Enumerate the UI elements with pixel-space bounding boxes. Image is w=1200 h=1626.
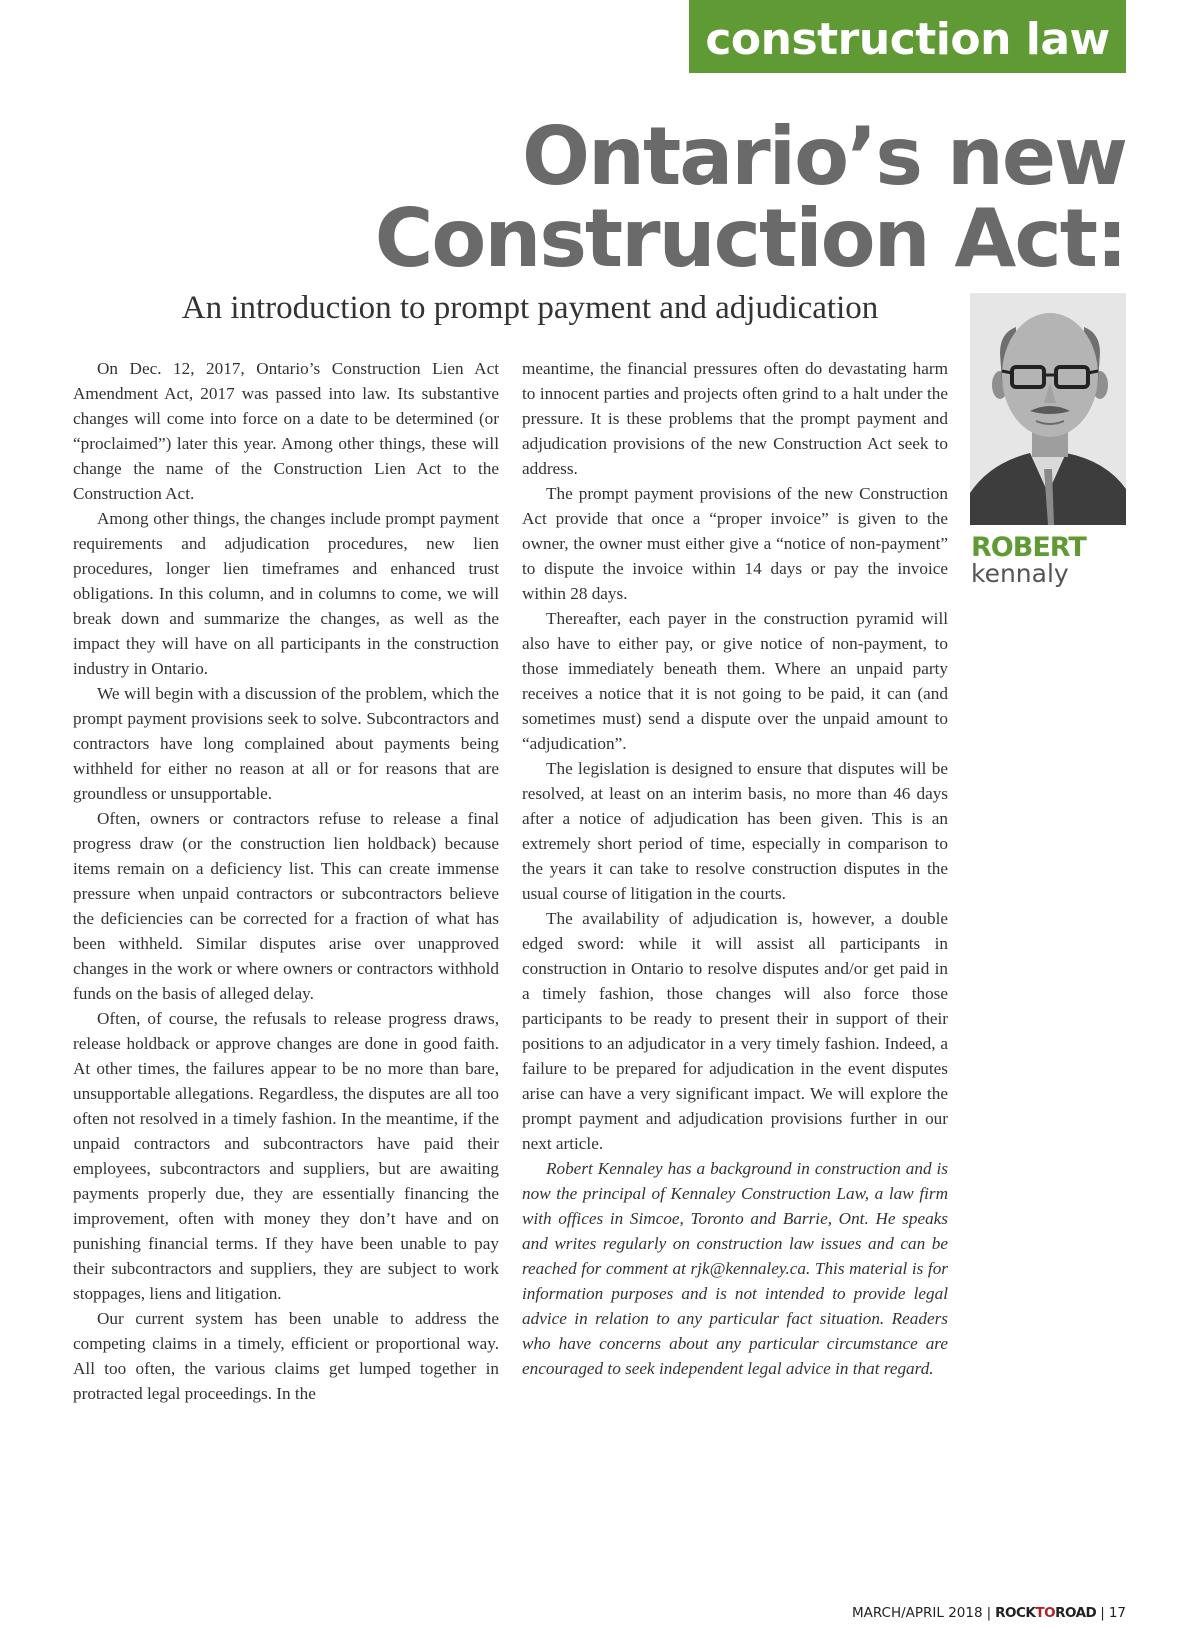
- footer-separator: |: [1100, 1605, 1105, 1621]
- paragraph: meantime, the financial pressures often do devastating harm to innocent parties and projects often grind to a halt under the pressure. It is these problems that the prompt payment and adjudication provisions of the new Construction Act seek to address.: [522, 359, 948, 478]
- issue-date: MARCH/APRIL 2018: [851, 1605, 983, 1621]
- paragraph: Thereafter, each payer in the construction pyramid will also have to either pay, or give notice of non-payment, to those immediately beneath them. Where an unpaid party receives a notice that it is not going to be paid, it can (and sometimes must) send a dispute over the unpaid amount to “adjudication”.: [522, 609, 948, 753]
- paragraph: We will begin with a discussion of the problem, which the prompt payment provisions seek to solve. Subcontractors and contractors have long complained about payments being withheld for either no reason at all or for reasons that are groundless or unsupportable.: [73, 684, 499, 803]
- footer-separator: |: [986, 1605, 992, 1621]
- author-photo: [970, 293, 1126, 525]
- author-first-name: ROBERT: [971, 532, 1086, 563]
- article-column-right: [522, 356, 948, 1381]
- magazine-name-accent: TO: [1035, 1605, 1056, 1621]
- page-footer: [852, 1605, 1126, 1621]
- magazine-name-part: ROCK: [995, 1605, 1036, 1621]
- headline: [374, 110, 1126, 285]
- section-tag: construction law: [689, 0, 1126, 73]
- paragraph: The availability of adjudication is, however, a double edged sword: while it will assist all participants in construction in Ontario to resolve disputes and/or get paid in a timely fashion, those changes will also force those participants to be ready to present their in support of their positions to an adjudicator in a very timely fashion. Indeed, a failure to be prepared for adjudication in the event disputes arise can have a very significant impact. We will explore the prompt payment and adjudication provisions further in our next article.: [522, 909, 948, 1153]
- paragraph: Our current system has been unable to address the competing claims in a timely, efficient or proportional way. All too often, the various claims get lumped together in protracted legal proceedings. In the: [73, 1309, 499, 1403]
- author-last-name: kennaly: [971, 559, 1069, 588]
- paragraph: The prompt payment provisions of the new Construction Act provide that once a “proper invoice” is given to the owner, the owner must either give a “notice of non-payment” to dispute the invoice within 14 days or pay the invoice within 28 days.: [522, 484, 948, 603]
- headline-line-2: Construction Act:: [374, 192, 1126, 285]
- magazine-name-part: ROAD: [1055, 1605, 1097, 1621]
- paragraph: The legislation is designed to ensure that disputes will be resolved, at least on an interim basis, no more than 46 days after a notice of adjudication has been given. This is an extremely short period of time, especially in comparison to the years it can take to resolve construction disputes in the usual course of litigation in the courts.: [522, 759, 948, 903]
- paragraph: On Dec. 12, 2017, Ontario’s Construction Lien Act Amendment Act, 2017 was passed into law. Its substantive changes will come into force on a date to be determined (or “proclaimed”) later this year. Among other things, these will change the name of the Construction Lien Act to the Construction Act.: [73, 359, 499, 503]
- paragraph: Often, of course, the refusals to release progress draws, release holdback or approve changes are done in good faith. At other times, the failures appear to be no more than bare, unsupportable allegations. Regardless, the disputes are all too often not resolved in a timely fashion. In the meantime, if the unpaid contractors and subcontractors have paid their employees, subcontractors and suppliers, but are awaiting payments properly due, they are essentially financing the improvement, often with money they don’t have and on punishing financial terms. If they have been unable to pay their subcontractors and suppliers, they are subject to work stoppages, liens and litigation.: [73, 1009, 499, 1303]
- author-portrait-icon: [970, 293, 1126, 525]
- paragraph: Among other things, the changes include prompt payment requirements and adjudication procedures, new lien procedures, longer lien timeframes and enhanced trust obligations. In this column, and in columns to come, we will break down and summarize the changes, as well as the impact they will have on all participants in the construction industry in Ontario.: [73, 509, 499, 678]
- article-column-left: [73, 356, 499, 1406]
- subheadline: An introduction to prompt payment and adjudication: [181, 290, 879, 326]
- paragraph: Often, owners or contractors refuse to release a final progress draw (or the construction lien holdback) because items remain on a deficiency list. This can create immense pressure when unpaid contractors or subcontractors believe the deficiencies can be corrected for a fraction of what has been withheld. Similar disputes arise over unapproved changes in the work or where owners or contractors withhold funds on the basis of alleged delay.: [73, 809, 499, 1003]
- author-bio: Robert Kennaley has a background in construction and is now the principal of Kennaley Construction Law, a law firm with offices in Simcoe, Toronto and Barrie, Ont. He speaks and writes regularly on construction law issues and can be reached for comment at rjk@kennaley.ca. This material is for information purposes and is not intended to provide legal advice in relation to any particular fact situation. Readers who have concerns about any particular circumstance are encouraged to seek independent legal advice in that regard.: [522, 1159, 948, 1378]
- page-number: 17: [1108, 1605, 1126, 1621]
- headline-line-1: Ontario’s new: [522, 110, 1126, 203]
- magazine-name: [995, 1605, 1096, 1621]
